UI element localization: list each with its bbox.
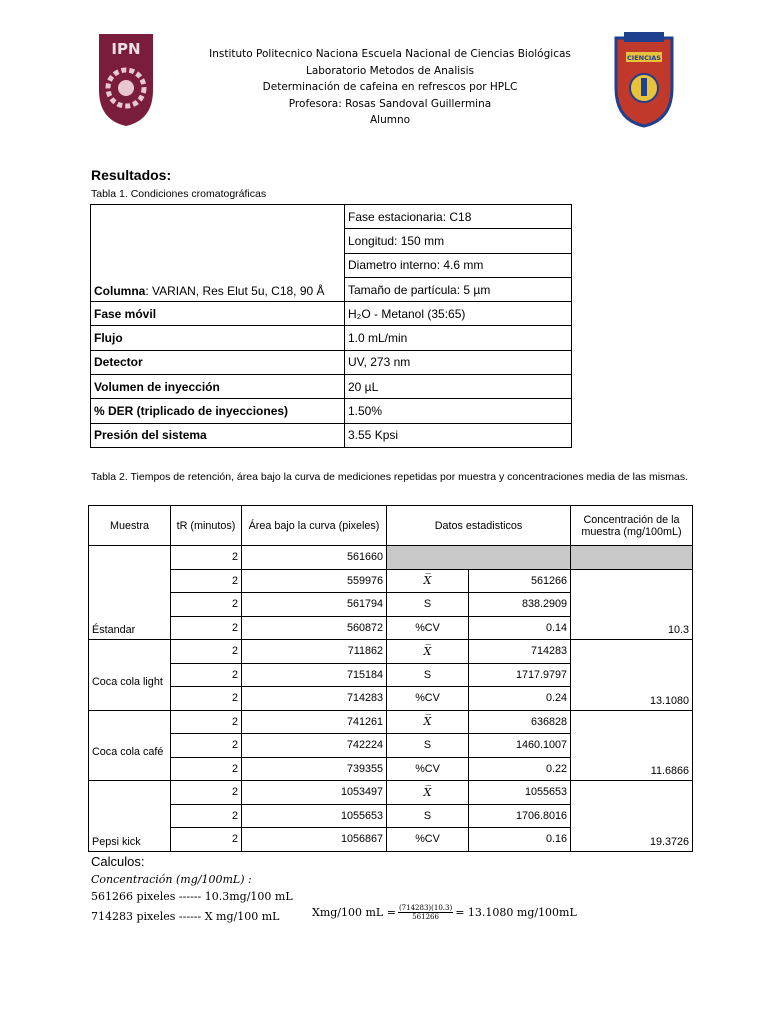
- columna-cell: Columna: VARIAN, Res Elut 5u, C18, 90 Å: [91, 205, 345, 302]
- spec-cell: Fase estacionaria: C18: [345, 205, 572, 229]
- document-header: [180, 46, 600, 129]
- concentration: 10.3: [571, 569, 693, 640]
- encb-logo: [612, 30, 676, 128]
- col-header: Concentración de la muestra (mg/100mL): [571, 506, 693, 546]
- table-row: 2 1056867 %CV 0.16: [89, 828, 693, 852]
- spec-cell: Longitud: 150 mm: [345, 229, 572, 253]
- table-row: 2 560872 %CV 0.14: [89, 616, 693, 640]
- sample-name: Coca cola light: [89, 640, 171, 711]
- table2-caption: Tabla 2. Tiempos de retención, área bajo la curva de mediciones repetidas por muestra y concentraciones media de las mismas.: [91, 471, 689, 483]
- header-student: Alumno: [369, 114, 411, 126]
- results-title: Resultados:: [91, 167, 172, 183]
- calc-line-3: 714283 pixeles ------ X mg/100 mL: [91, 910, 280, 923]
- conditions-table: Columna: VARIAN, Res Elut 5u, C18, 90 Å Fase estacionaria: C18 Longitud: 150 mm Diametro interno: 4.6 mm Tamaño de partícula: 5 µm Fase móvil H₂O - Metanol (35:65) Flujo 1.0 mL/min Detector UV, 273 nm Volumen de inyección 20 µL % DER (triplicado de inyecciones) 1.50% Presión del sistema 3.55 Kpsi: [90, 204, 572, 448]
- col-header: Área bajo la curva (pixeles): [242, 506, 387, 546]
- header-lab: Laboratorio Metodos de Analisis: [305, 64, 475, 77]
- header-teacher: Profesora: Rosas Sandoval Guillermina: [288, 97, 492, 110]
- table-row: Pepsi kick 2 1053497 X̅ 1055653 19.3726: [89, 781, 693, 805]
- header-institution: Instituto Politecnico Naciona Escuela Nacional de Ciencias Biológicas: [209, 48, 571, 60]
- col-header: tR (minutos): [171, 506, 242, 546]
- ipn-logo: [95, 30, 157, 128]
- table1-caption: Tabla 1. Condiciones cromatográficas: [91, 188, 267, 200]
- table-row: 2 559976 X̅ 561266 10.3: [89, 569, 693, 593]
- concentration: 19.3726: [571, 781, 693, 852]
- svg-text:CIENCIAS: CIENCIAS: [627, 54, 661, 62]
- header-topic: Determinación de cafeina en refrescos por HPLC: [262, 81, 518, 93]
- calc-line-1: Concentración (mg/100mL) :: [91, 873, 252, 886]
- table-row: 2 714283 %CV 0.24: [89, 687, 693, 711]
- svg-text:IPN: IPN: [111, 40, 141, 58]
- calc-equation: [312, 904, 577, 921]
- sample-name: Coca cola café: [89, 710, 171, 781]
- table-row: 2 742224 S 1460.1007: [89, 734, 693, 758]
- spec-cell: Tamaño de partícula: 5 µm: [345, 277, 572, 301]
- concentration: 13.1080: [571, 640, 693, 711]
- table-row: 2 715184 S 1717.9797: [89, 663, 693, 687]
- sample-name: Pepsi kick: [89, 781, 171, 852]
- concentration: 11.6866: [571, 710, 693, 781]
- sample-name: Éstandar: [89, 546, 171, 640]
- calc-line-2: 561266 pixeles ------ 10.3mg/100 mL: [91, 890, 293, 903]
- table-row: Coca cola light 2 711862 X̅ 714283 13.1080: [89, 640, 693, 664]
- col-header: Datos estadisticos: [387, 506, 571, 546]
- table-row: 2 739355 %CV 0.22: [89, 757, 693, 781]
- eq-right: = 13.1080 mg/100mL: [455, 906, 577, 919]
- col-header: Muestra: [89, 506, 171, 546]
- spec-cell: Diametro interno: 4.6 mm: [345, 253, 572, 277]
- eq-fraction: $\frac{(714283)(10.3)}{561266}$: [398, 904, 453, 921]
- calculos-title: Calculos:: [91, 854, 145, 869]
- eq-left: Xmg/100 mL =: [312, 906, 396, 919]
- table-row: 2 561794 S 838.2909: [89, 593, 693, 617]
- table-row: 2 1055653 S 1706.8016: [89, 804, 693, 828]
- retention-table: [88, 505, 693, 852]
- table-row: Coca cola café 2 741261 X̅ 636828 11.6866: [89, 710, 693, 734]
- table-row: Éstandar 2 561660: [89, 546, 693, 570]
